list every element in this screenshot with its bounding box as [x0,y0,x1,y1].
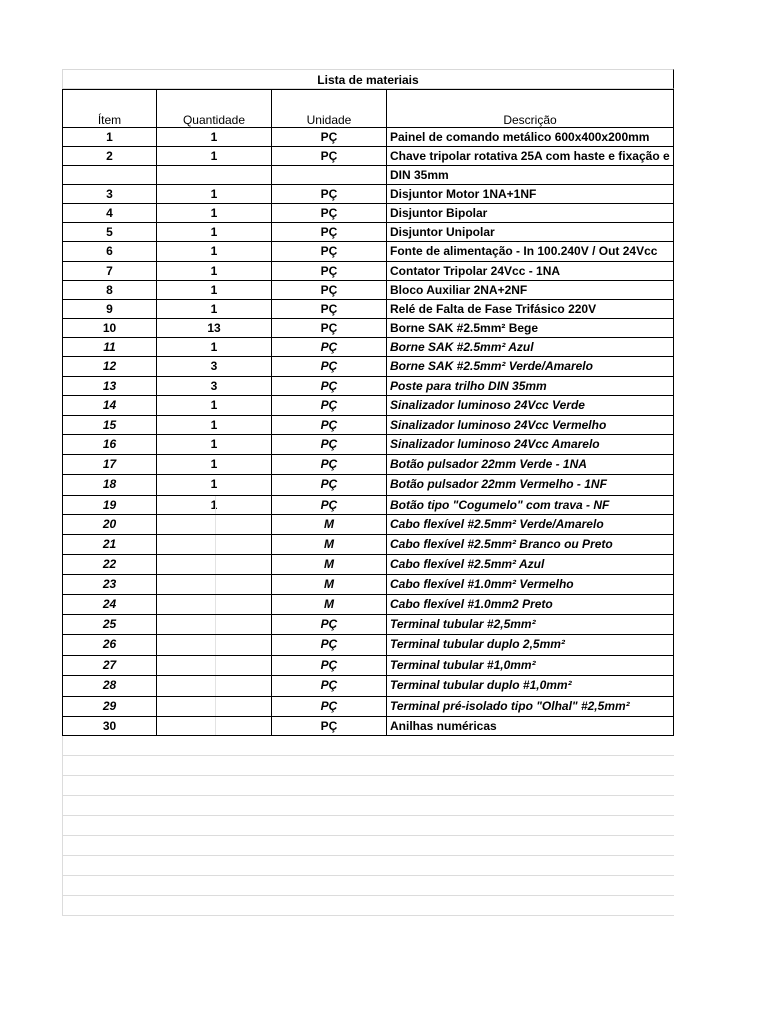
table-row [62,554,674,574]
row-quantity: 1 [157,300,272,318]
row-unit: PÇ [272,147,387,165]
row-unit [272,166,387,184]
row-item: 29 [63,697,157,716]
table-row [62,299,674,318]
row-quantity: 1 [157,185,272,203]
row-description: Disjuntor Bipolar [390,206,488,220]
row-unit: PÇ [272,128,387,146]
row-item: 10 [63,319,157,337]
row-description: Borne SAK #2.5mm² Azul [390,340,534,354]
row-quantity: 1 [157,396,272,415]
row-item: 24 [63,595,157,614]
row-unit: PÇ [272,185,387,203]
table-row [62,146,674,165]
table-row [62,280,674,299]
table-row [62,222,674,241]
row-item: 9 [63,300,157,318]
row-description: Cabo flexível #2.5mm² Azul [390,557,545,571]
row-description: Cabo flexível #1.0mm2 Preto [390,597,553,611]
row-description: Sinalizador luminoso 24Vcc Verde [390,398,585,412]
row-description: Relé de Falta de Fase Trifásico 220V [390,302,597,316]
row-quantity: 13 [157,319,272,337]
row-item: 1 [63,128,157,146]
row-unit: PÇ [272,717,387,735]
cell-split-line [215,635,216,655]
empty-grid-row [62,836,674,856]
table-row [62,165,674,184]
row-description: Terminal tubular duplo #1,0mm² [390,678,572,692]
table-body [62,127,674,736]
row-unit: PÇ [272,223,387,241]
row-unit: PÇ [272,496,387,514]
table-row [62,696,674,716]
empty-rows [62,736,674,916]
row-description: Cabo flexível #2.5mm² Branco ou Preto [390,537,613,551]
table-row [62,261,674,280]
cell-split-line [215,535,216,554]
row-description: Cabo flexível #2.5mm² Verde/Amarelo [390,517,604,531]
cell-split-line [215,676,216,696]
row-quantity: 1 [157,475,272,495]
row-unit: PÇ [272,656,387,675]
row-description: Cabo flexível #1.0mm² Vermelho [390,577,574,591]
row-item: 25 [63,615,157,634]
header-description: Descrição [503,113,557,127]
row-description: Anilhas numéricas [390,719,497,733]
row-item: 4 [63,204,157,222]
row-item: 6 [63,242,157,261]
row-item: 12 [63,357,157,376]
row-description: Terminal tubular #2,5mm² [390,617,536,631]
row-quantity: 1 [157,128,272,146]
cell-split-line [215,697,216,716]
row-description: Painel de comando metálico 600x400x200mm [390,130,650,144]
row-unit: M [272,595,387,614]
empty-grid-row [62,896,674,916]
table-row [62,634,674,655]
row-description: Botão tipo "Cogumelo" com trava - NF [390,498,610,512]
table-row [62,655,674,675]
cell-split-line [215,595,216,614]
row-quantity: 1 [157,147,272,165]
row-description: Contator Tripolar 24Vcc - 1NA [390,264,561,278]
row-quantity: 1 [157,262,272,280]
row-unit: PÇ [272,242,387,261]
empty-grid-row [62,876,674,896]
table-row [62,356,674,376]
table-row [62,454,674,474]
table-row [62,495,674,514]
row-unit: PÇ [272,377,387,395]
row-description: Sinalizador luminoso 24Vcc Amarelo [390,437,600,451]
row-item: 16 [63,435,157,454]
row-description: Botão pulsador 22mm Verde - 1NA [390,457,587,471]
row-item: 14 [63,396,157,415]
empty-grid-row [62,796,674,816]
row-description: Borne SAK #2.5mm² Bege [390,321,539,335]
row-quantity [157,166,272,184]
empty-grid-row [62,856,674,876]
row-item: 27 [63,656,157,675]
table-title: Lista de materiais [317,73,419,87]
row-unit: PÇ [272,475,387,495]
row-unit: PÇ [272,416,387,434]
row-item: 22 [63,555,157,574]
cell-split-line [215,496,216,514]
row-item: 3 [63,185,157,203]
row-unit: PÇ [272,435,387,454]
row-quantity: 1 [157,281,272,299]
row-description: Borne SAK #2.5mm² Verde/Amarelo [390,359,593,373]
row-item: 21 [63,535,157,554]
row-item: 5 [63,223,157,241]
empty-grid-row [62,736,674,756]
empty-grid-row [62,776,674,796]
table-row [62,184,674,203]
table-row [62,514,674,534]
table-row [62,594,674,614]
row-unit: PÇ [272,262,387,280]
row-item: 20 [63,515,157,534]
row-unit: PÇ [272,204,387,222]
row-unit: M [272,575,387,594]
row-description: Fonte de alimentação - In 100.240V / Out 24Vcc [390,244,658,258]
row-quantity: 1 [157,435,272,454]
table-row [62,318,674,337]
row-quantity: 3 [157,357,272,376]
table-row [62,534,674,554]
row-item: 18 [63,475,157,495]
row-item: 11 [63,338,157,356]
row-item: 23 [63,575,157,594]
table-row [62,203,674,222]
header-row [62,89,674,127]
row-item: 30 [63,717,157,735]
table-row [62,376,674,395]
row-item: 7 [63,262,157,280]
table-row [62,434,674,454]
row-description: Disjuntor Unipolar [390,225,495,239]
row-unit: PÇ [272,300,387,318]
row-unit: PÇ [272,615,387,634]
row-description: Bloco Auxiliar 2NA+2NF [390,283,528,297]
row-item: 28 [63,676,157,696]
cell-split-line [215,656,216,675]
table-row [62,675,674,696]
table-row [62,574,674,594]
table-row [62,415,674,434]
header-quantity: Quantidade [157,90,272,127]
row-quantity: 3 [157,377,272,395]
cell-split-line [215,615,216,634]
table-row [62,716,674,736]
empty-grid-row [62,756,674,776]
row-item [63,166,157,184]
table-row [62,337,674,356]
row-item: 15 [63,416,157,434]
row-description: Botão pulsador 22mm Vermelho - 1NF [390,477,607,491]
row-description: Sinalizador luminoso 24Vcc Vermelho [390,418,607,432]
row-quantity: 1 [157,338,272,356]
row-item: 2 [63,147,157,165]
row-unit: M [272,555,387,574]
row-description: Terminal pré-isolado tipo "Olhal" #2,5mm² [390,699,630,713]
row-description: Terminal tubular duplo 2,5mm² [390,637,565,651]
row-unit: PÇ [272,357,387,376]
row-item: 26 [63,635,157,655]
cell-split-line [215,575,216,594]
cell-split-line [215,717,216,735]
row-description: Poste para trilho DIN 35mm [390,379,547,393]
row-unit: PÇ [272,676,387,696]
row-unit: M [272,535,387,554]
table-row [62,127,674,146]
row-unit: PÇ [272,697,387,716]
empty-grid-row [62,816,674,836]
row-description: Chave tripolar rotativa 25A com haste e fixação e [390,149,670,163]
row-unit: PÇ [272,338,387,356]
row-description: Terminal tubular #1,0mm² [390,658,536,672]
row-description: Disjuntor Motor 1NA+1NF [390,187,537,201]
row-quantity: 1 [157,223,272,241]
table-title-row [62,69,674,89]
header-item: Ítem [63,90,157,127]
row-item: 13 [63,377,157,395]
row-quantity: 1 [157,204,272,222]
row-unit: M [272,515,387,534]
row-quantity: 1 [157,242,272,261]
cell-split-line [215,555,216,574]
table-row [62,614,674,634]
header-unit: Unidade [272,90,387,127]
row-unit: PÇ [272,396,387,415]
row-item: 17 [63,455,157,474]
row-unit: PÇ [272,455,387,474]
table-row [62,474,674,495]
row-quantity: 1 [157,416,272,434]
row-item: 8 [63,281,157,299]
row-item: 19 [63,496,157,514]
row-quantity: 1 [157,455,272,474]
row-unit: PÇ [272,635,387,655]
row-quantity: 1 [157,496,272,514]
row-unit: PÇ [272,281,387,299]
table-row [62,241,674,261]
row-description: DIN 35mm [390,168,449,182]
spreadsheet [62,69,674,916]
table-row [62,395,674,415]
row-unit: PÇ [272,319,387,337]
cell-split-line [215,515,216,534]
